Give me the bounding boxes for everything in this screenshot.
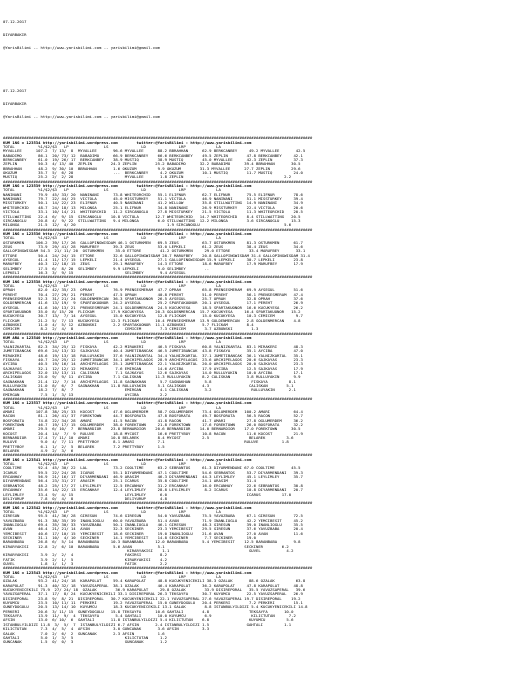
table-row: SAJKAYAS 32.1 12/ 12/ 12 MIRAKERI 7.6 EMIRGAN 14.6 AYCIBA 17.9 AYCIBA 12.5 SAJKAYAS 17.9: [3, 366, 303, 371]
table-row: AYSEGUL 41.6 10/ 13/ 21 PRENSESMERAM 24.1 GOLDENMERCAN 24.5 KUCUKYESA 18.5 SPARTAKUONOR 16.6 KUCUKYESA 26.2: [3, 305, 303, 310]
header-city: DIYARBAKIR: [3, 101, 27, 106]
separator-line: ####################################################################################################################################: [3, 501, 313, 506]
table-row: SEBRANTOS 48.2 25/ 17/ 27 LEYLIMLEY 12.5 ERCANHAY 31.2 ERCANHAY 16.0 ERCANHAY 22.6 SEBRANTOS 30.8: [3, 483, 303, 488]
table-row: DIYARMENDANI 56.4 23/ 31/ 27 ARASIM 25.1 ICARUS 35.8 COOLTIME 24.1 ARASIM 31.4: [3, 479, 256, 484]
race-table: [3, 501, 526, 566]
table-row: KOCOST 20.4 14/ 7/ 9 RULUVE 18.8 MYCOST 16.6 PRETTYBOY 10.8 RACON 11.6 KOCOST 21.9: [3, 431, 303, 436]
table-row: AYCIBA 40.5 19/ 16/ 14 ARCHIPELAGOS 25.1 JUMETIBANCAK 22.1 YALNIZKARTAL 20.0 ARCHIPELAGOS 20.0 SAJKAYAS 23.3: [3, 362, 303, 367]
document-header-repeat: [3, 80, 526, 128]
table-row: SPARTAKUONOR 35.0 8/ 15/ 20 FLICKAM 17.9 KUCUKYESA 20.3 GOLDENMERCAN 15.7 KUCUKYESA 16.4 SPARTAKUONOR 15.2: [3, 310, 301, 315]
table-row: DELIYURUP 7.8 0/ 4/ 8 DELIYURUP 4.8: [3, 496, 167, 501]
column-headers: TOTAL %1/$2/$3 LP LS LD LRP LA: [3, 284, 221, 288]
race-title: KUM 1NG = 123542 http://yarisbilimi.wordpress.com twitter:@YarisBilimi : http://www.yarisbilimi.com: [3, 505, 252, 510]
table-row: FLICKAM 21.2 5/ 7/ 13 KUCUKYESA 12.3 FLICKAM 10.4 PRENSESMERAM 13.9 GOLDENMERCAN 2.8 GOLDENMERCAN 4.8: [3, 318, 301, 323]
table-row: OPRAH 82.0 42/ 35/ 23 OPRAH 76.9 PRENSESMERAM 47.7 OPRAH 65.8 PRENSESMERAM 69.9 AYSEGUL 51.6: [3, 288, 303, 293]
table-row: DISIREPORAL 23.8 9/ 8/ 21 DISIREPORAL 30.7 KUCUKYENICEKILI 22.1 YAVUZSAPERAL 27.6 YAVUZSAPERAL 19.7 DISIREPORAL 19.2: [3, 596, 301, 601]
column-headers: TOTAL %1/$2/$3 LP LS LD LRP LA: [3, 405, 221, 410]
table-row: VICTOLA 33.1 10/ 14/ 21 WHITEORCHID 11.2 SIRCANOGLU 27.8 MISSTURKEY 21.5 VICTOLA 11.3 WHITEORCHID 20.5: [3, 210, 303, 215]
table-row: OZALAK 93.2 41/ 24/ 18 KARAPOLAT 59.4 KARAPOLAT 48.8 KUCUKYENICEKILI 38.3 OZALAK 88.6 OZALAK 63.8: [3, 579, 306, 584]
column-headers: TOTAL %1/$2/$3 LP LS LD LRP LA: [3, 462, 221, 467]
table-row: STILLWATTING 22.4 6/ 9/ 15 SIRCANOGLU 10.8 VICTOLA 12.7 WHITEORCHID 14.7 WHITEORCHID 8.4 STILLWATTING 20.5: [3, 214, 301, 219]
table-row: ARCHIPELAGOS 32.0 15/ 13/ 11 CALISKAN 7.1 SAJKAYAS 12.6 SAJKAYAS 14.0 RULLUYAKIN 10.0 AYCIBA 17.1: [3, 370, 303, 375]
header-contact: @YarisBilimi -- http://www.yarisbilimi.com -- yarisbilimi@gmail.com: [3, 114, 160, 119]
table-row: NANINANI 79.7 22/ 44/ 25 VICTOLA 45.0 MISSTURKEY 51.1 VICTOLA 46.9 NANINANI 51.1 MISSTURKEY 39.4: [3, 197, 303, 202]
table-row: KIRARYAKISI 1.1 GUVEL 4.2: [3, 548, 294, 553]
separator-line: ####################################################################################################################################: [3, 331, 313, 336]
table-row: YAVUZBABA 91.3 38/ 35/ 39 INANLIOGLU 60.0 YAVUZBABA 51.4 AVAN 71.9 INANLIOGLU 42.2 YEMCIBESIT 45.2: [3, 518, 303, 523]
race-title: KUM 1NG = 123539 http://yarisbilimi.wordpress.com twitter:@YarisBilimi : http://www.yarisbilimi.com: [3, 184, 252, 189]
document-header: [3, 12, 526, 60]
table-row: KUYUMCU 23.5 10/ 11/ 11 PERKERI 19.2 YAVUZSAPERAL 15.0 GUNEYDOGULU 20.4 PERKERI 7.2 PERKERI 15.1: [3, 601, 303, 606]
race-table: [3, 332, 526, 397]
table-row: CALISKAN 25.0 9/ 9/ 11 AYCIBA 7.1 CALISKAN 11.3 RULLUYAKIN 8.2 CALISKAN 3.8 RULLUYAKIN 9.9: [3, 375, 301, 380]
table-row: ETTORE 50.4 24/ 24/ 15 ETTORE 32.6 GALLOPINGWISDAM 28.7 MARUFBEY 20.8 GALLOPINGWISDAM 31.4 GALLOPINGWISDAM 31.4: [3, 253, 310, 258]
table-row: SECKINER 31.1 10/ 4/ 10 SECKINER 14.1 YEMCIBESIT 14.8 SECKINER 7.7 SECKINER 19.0: [3, 535, 256, 540]
race-table: [3, 566, 526, 644]
table-row: RULUVE 9.0 4/ 7/ 11 PRETTYBOY 8.1 AMARI 7.1 RULUVE 1.8: [3, 440, 289, 445]
table-row: KILICTUTAN 7.3 4/ 5/ 4 AFSIN 3.0 GUNCANAK 3.6 AFSIN 3.3: [3, 627, 210, 632]
race-title: KUM ARA = 123540 http://yarisbilimi.wordpress.com twitter:@YarisBilimi : http://www.yarisbilimi.com: [3, 336, 252, 341]
header-city: DIYARBAKIR: [3, 33, 27, 38]
race-table: [3, 397, 526, 453]
table-row: BELAREK 4.9 2/ 3/ 6: [3, 449, 74, 454]
table-row: CEMICEM 8.2 2/ 4/ 8 CEMICEM 7.3 CEMICEM 3.7 AZBONSKI 1.3: [3, 327, 259, 332]
table-row: GIRESUN 95.5 41/ 36/ 28 GIRESUN 74.6 GIRESUN 54.0 YAVUZBABA 75.5 YAVUZBABA 67.1 GIRESUN 72.5: [3, 514, 303, 519]
table-row: OKUZUM 35.7 5/ 6/ 28 ... BERKCANBEY 4.2 OKUZUM 10.1 MUSTIQ 11.7 MUSTIQ 24.0: [3, 171, 303, 176]
table-row: KIRARYAKISI 12.8 2/ 6/ 10 BARANBABA 5.6 AVAN 5.1 SECKINER 6.2: [3, 544, 289, 549]
table-row: AMARI 107.8 38/ 25/ 33 KOCOST 47.6 OGLUMERDEM 58.7 OGLUMERDEM 73.4 OGLUMERDEM 100.2 AMARI 64.4: [3, 409, 303, 414]
table-row: SAGNAKHAN 18.2 7/ 8/ 7 EMIRGAN 4.1 CALISKAN 3.2 RULLUYAKIN 2.1: [3, 388, 296, 393]
table-row: PEREHT 70.4 27/ 29/ 21 PEREHT 47.5 OPRAH 40.8 PEREHT 51.0 PEREHT 56.1 PRENSESMERAM 47.4: [3, 292, 303, 297]
column-headers: TOTAL %1/$2/$3 LP LS LD LRP LA: [3, 145, 221, 149]
race-title: KUM 1NG = 123534 http://yarisbilimi.wordpress.com twitter:@YarisBilimi : http://www.yarisbilimi.com: [3, 140, 252, 145]
table-row: GALLOPINGWISDAM 54.3 21/ 11/ 20 OSTURKMEN 35.0 ETTORE 41.2 OSTURKMEN 29.0 ETTORE 33.4 MARUFBEY 33.1: [3, 249, 306, 254]
table-row: WHITEORCHID 48.7 24/ 18/ 13 MILONGA 25.1 ELIFNUR 34.8 NANINANI 26.9 MISSTURKEY 22.4 VICTOLA 20.6: [3, 205, 303, 210]
table-row: AFSIN 13.0 6/ 10/ 6 GAHTALI 11.8 ISTANBULYILDIZI 5.4 KILICTUTAN 6.8 KUYUMCU 5.6: [3, 618, 294, 623]
race-title: KUM 1NG = 123541 http://yarisbilimi.wordpress.com twitter:@YarisBilimi : http://www.yarisbilimi.com: [3, 457, 252, 462]
race-title: KUM 1NG = 123537 http://yarisbilimi.wordpress.com twitter:@YarisBilimi : http://www.yarisbilimi.com: [3, 401, 252, 406]
table-row: PRETTYBOY 6.1 1/ 2/ 5 BELAREK 7.2 PRETTYBOY 1.5: [3, 444, 165, 449]
table-row: KIRARYAKISI 3.9 2/ 2/ 4 FAKIRSI 8.2: [3, 553, 167, 558]
table-row: MILONGA 21.5 12/ 4/ 20 1.9 SIRCANOGLU 5.6: [3, 223, 292, 228]
header-contact: @YarisBilimi -- http://www.yarisbilimi.com -- yarisbilimi@gmail.com: [3, 46, 160, 51]
table-row: TEKSAYFA 13.9 11/ 9/ 4 TEKSAYFA 5.4 GAHTALI 10.0 KUYUMCU 6.9 KILICTUTAN 7.2: [3, 614, 296, 619]
table-row: LEPKELI 16.3 3/ 9/ 15 SELIMBEY 9.4 AYSEGUL: [3, 270, 186, 275]
race-table: [3, 228, 526, 276]
race-table: [3, 453, 526, 501]
header-date: 07.12.2017: [3, 20, 27, 25]
column-headers: TOTAL %1/$2/$3 LP LS LD LRP LA: [3, 188, 221, 193]
table-row: OSTURKMEN 106.2 39/ 17/ 26 GALLOPINGWISDAM 46.1 OSTURKMEN 69.5 ZEUS 63.7 OSTURKMEN 81.3 OSTURKMEN 61.7: [3, 240, 303, 245]
table-row: FISKAYA 40.7 24/ 25/ 12 JUMETIBANCAK 34.1 ARCHIPELAGOS 28.9 ARCHIPELAGOS 23.6 ARCHIPELAGOS 20.6 SAJKAYAS 23.3: [3, 357, 303, 362]
table-row: EMIRGAN 7.5 1/ 3/ 13 AYCIBA 2.2: [3, 392, 167, 397]
table-row: AYSEGUL 41.4 11/ 17/ 15 LEPKELI 21.4 AYSEGUL 27.1 GALLOPINGWISDAM 15.9 LEPKELI 30.7 LEPKELI 23.8: [3, 257, 303, 262]
race-tables: [3, 136, 526, 644]
table-row: MYVALLEE 107.2 7/ 13/ 8 MYVALLEE 96.6 MYVALLEE 88.2 BBRAHHAN 62.9 BERKCANBEY 49.2 MYVALLEE 42.5: [3, 149, 306, 154]
column-headers: TOTAL %1/$2/$3 LP LS LD LRP LA: [3, 340, 221, 345]
table-row: GOLDENMERCAN 41.6 13/ 19/ 9 SPARTAKUONOR 24.2 AYSEGUL 25.2 SPARTAKUONOR 20.1 AYSEGUL 17.1 PEREHT 26.9: [3, 301, 303, 306]
table-row: SAGNAKHAN 21.4 12/ 7/ 14 ARCHIPELAGOS 11.8 SAGNAKHAN 5.7 SAGNAKHAN 5.8 FISKAYA 8.1: [3, 379, 296, 384]
table-row: SIRCANOGLU 20.8 4/ 9/ 22 STILLWATTING 9.4 MILONGA 6.0 STILLWATTING 12.2 MILONGA 3.6 SIRCANOGLU 15.3: [3, 218, 301, 223]
table-row: BERNARDIOR 17.4 7/ 11/ 10 AMARI 10.8 BELAREK 8.4 MYCOST 2.5 BELAREK 3.6: [3, 436, 294, 441]
table-row: ICARUS 59.5 22/ 24/ 28 ICARUS 55.1 DIYARMENDANI 47.1 COOLTIME 54.6 SEBRANTOS 53.7 DIYARMENDANI 39.3: [3, 470, 303, 475]
separator-line: ####################################################################################################################################: [3, 227, 313, 232]
table-row: GUVEL 1.8 1/ 1/ 3 FATIK 2.2: [3, 562, 167, 566]
separator-line: ####################################################################################################################################: [3, 396, 313, 401]
table-row: JUMETIBANCAK 69.6 24/ 13/ 32 SAJKAYAS 40.4 JUMETIBANCAK 46.5 JUMETIBANCAK 43.8 FISKAYA 35.1 AYCIBA 47.0: [3, 349, 303, 354]
table-row: MISSTURKEY 50.1 14/ 22/ 23 ELIFNUR 40.5 NANINANI 41.2 WILLOW 35.8 STILLWATTING 14.9 NANINANI 34.9: [3, 201, 303, 206]
table-row: KUCUKYESA 30.7 13/ 7/ 14 AYSEGUL 15.0 KUCUKYESA 12.8 FLICKAM 15.0 KUCUKYESA 10.3 CEMICEM 9.7: [3, 314, 303, 319]
table-row: AMARI 29.5 6/ 10/ 7 BERNARDIOR 23.8 BERNARDIOR 20.6 BERNARDIOR 14.0 BERNARDIOR 17.0 FOREKTOWN 30.5: [3, 427, 301, 432]
table-row: COOLTIME 92.4 45/ 30/ 22 LAL 73.2 COOLTIME 63.2 SEBRANTOS 61.3 DIYARMENDANI 67.0 COOLTIME 45.5: [3, 466, 301, 471]
table-row: NANINANI 79.9 45/ 33/ 20 NANINANI 73.8 WHITEORCHID 55.1 ELIFNUR 62.7 ELIFNUR 75.5 ELIFNUR 78.6: [3, 192, 303, 197]
column-headers: TOTAL %1/$2/$3 LP LS LD LRP LA: [3, 575, 221, 580]
table-row: FATIK 3.9 2/ 1/ 5 KIRARYAKISI 4.2: [3, 557, 167, 562]
table-row: YAVUZSAPERAL 37.1 17/ 8/ 24 KUCUKYENICEKILI 33.1 DISIREPORAL 26.3 TEKSAYFA 30.7 KUYUMCU 22.5 YAVUZSAPERAL 26.9: [3, 592, 303, 597]
table-row: RULLUYAKIN 21.0 8/ 6/ 7 SAGNAKHAN 11.8 RULLUYAKIN 5.1 CALISKAN 4.3 CALISKAN 5.1: [3, 383, 294, 388]
table-row: KUCUKYENICEKILI 75.9 27/ 24/ 18 OZALAK 36.9 KARAPOLAT 29.8 OZALAK 33.9 DISIREPORAL 35.5 YAVUZSAPERAL 39.6: [3, 588, 306, 593]
table-row: BOSFORATA 74.8 22/ 34/ 28 AMARI 41.5 RACON 41.8 RACON 41.7 AMARI 27.8 OGLUMERDEM 36.2: [3, 418, 303, 423]
table-row: ZEUS 73.9 29/ 41/ 28 MARUFBEY 39.3 ZEUS 53.0 LEPKELI 61.2 ZEUS 38.4 ZEUS 34.6: [3, 244, 303, 249]
column-headers: TOTAL %1/$2/$3 LP LS LD LRP LA: [3, 236, 221, 241]
race-table: [3, 180, 526, 228]
table-row: INANLIOGLU 69.4 35/ 30/ 33 YAVUZBABA 50.1 INANLIOGLU 46.1 GIRESUN 48.3 GIRESUN 39.0 INANLIOGLU 35.5: [3, 522, 303, 527]
table-row: AZBONSKI 11.0 4/ 5/ 12 AZBONSKI 2.2 SPARTAKUONOR 11.1 AZBONSKI 5.7 FLICKAM 8.4: [3, 323, 254, 328]
table-row: KARAPOLAT 91.3 40/ 32/ 18 YAVUZSAPERAL 38.1 OZALAK 46.4 KARAPOLAT 36.2 KARAPOLAT 47.8 KARAPOLAT 48.8: [3, 583, 303, 588]
table-row: BERKCANBEY 61.0 19/ 26/ 17 BERKCANBEY 38.9 MUSTIQ 38.9 MUSTIQ 45.0 MYVALLEE 42.3 ZEPLIN 37.3: [3, 158, 303, 163]
table-row: YALNIZKARTAL 82.3 34/ 25/ 12 FISKAYA 42.2 MIRAKERI 46.5 FISKAYA 60.8 YALNIZKARTAL 83.1 MIRAKERI 48.3: [3, 344, 303, 349]
table-row: ERCANHAY 35.6 14/ 22/ 13 ERCANHAY 12.4 LEYLIMLEY 28.8 LEYLIMLEY 8.2 ICARUS 10.8 DIYARMENDANI 20.7: [3, 488, 303, 493]
table-row: MIRAKERI 48.6 19/ 13/ 18 RULLUYAKIN 37.6 YALNIZKARTAL 34.4 YALNIZKARTAL 37.1 JUMETIBANCAK 36.1 YALNIZKARTAL 35.1: [3, 353, 303, 358]
header-date: 07.12.2017: [3, 88, 27, 93]
race-table: [3, 275, 526, 331]
table-row: MARUFBEY 40.3 12/ 18/ 15 ZEUS 29.1 MARUFBEY 14.3 ETTORE 18.6 MARUFBEY 17.9 MARUFBEY 17.9: [3, 262, 303, 267]
table-row: RACON 81.1 26/ 41/ 37 FOREKTOWN 44.7 BOSFORATA 47.8 BOSFORATA 49.7 BOSFORATA 56.5 RACON 52.7: [3, 414, 303, 419]
separator-line: ####################################################################################################################################: [3, 453, 313, 458]
table-row: GUNEYDOGULU 20.5 13/ 14/ 10 KUYUMCU 18.3 KUCUKYENICEKILI 13.1 GALAK 8.8 ISTANBULYILDIZI 5.4 KUCUKYENICEKILI 14.8: [3, 605, 308, 610]
column-headers: TOTAL %1/$2/$3 LP LS LD LRP LA: [3, 509, 221, 514]
race-title: KUM 1NG = 123538 http://yarisbilimi.wordpress.com twitter:@YarisBilimi : http://www.yarisbilimi.com: [3, 279, 252, 284]
table-row: BABADIMO 86.1 20/ 73/ 12 BABADIMO 66.9 BERKCANBEY 66.6 BERKCANBEY 49.5 ZEPLIN 47.8 BERKCANBEY 42.1: [3, 153, 303, 158]
table-row: ZEPLIN 50.3 4/ 13/ 40 ZEPLIN 24.3 ZEPLIN 25.2 BABADIMO 32.2 BABADIMO 39.4 BBRAHHAN 30.5: [3, 162, 301, 167]
table-row: LEYLIMLEY 33.4 9/ 4/ 15 LEYLIMLEY 6.0 ICARUS 17.0: [3, 492, 292, 497]
race-table: [3, 136, 526, 179]
table-row: SELIMBEY 17.5 6/ 8/ 20 SELIMBEY 9.9 LEPKELI 9.0 SELIMBEY ..: [3, 266, 210, 271]
table-row: BBRAHHAN 48.2 9/ 30/ 10 BBRAHHAN 1.6 OKUZUM 9.9 OKUZUM 31.3 MYVALLEE 27.7 ZEPLIN 29.6: [3, 166, 301, 171]
race-title: KUM 1NG = 123543 http://yarisbilimi.wordpress.com twitter:@YarisBilimi : http://www.yarisbilimi.com: [3, 570, 252, 575]
table-row: FOREKTOWN 46.7 19/ 17/ 15 OGLUMERDEM 38.0 FOREKTOWN 21.8 FOREKTOWN 17.6 FOREKTOWN 26.0 BOSFORATA 32.2: [3, 423, 303, 427]
separator-line: ####################################################################################################################################: [3, 566, 313, 571]
table-row: GALAK 7.0 2/ 6/ 2 GUNCANAK 2.3 AFSIN 1.6: [3, 631, 165, 636]
table-row: PERKERI 20.6 3/ 11/ 15 GUNEYDOGULU 15.8 TEKSAYFA 10.6 GAHTALI 4.8 TEKSAYFA 10.0: [3, 609, 294, 614]
separator-line: ####################################################################################################################################: [3, 136, 313, 141]
separator-line: ####################################################################################################################################: [3, 275, 313, 280]
table-row: ERCANHAY 56.9 21/ 16/ 17 DIYARMENDANI 46.9 ARASIM 46.3 DIYARMENDANI 44.3 LEYLIMLEY 45.1 LEYLIMLEY 35.7: [3, 475, 303, 480]
table-row: GUNCANAK 1.5 0/ 0/ 3 GUNCANAK 1.2: [3, 640, 167, 645]
separator-line: ####################################################################################################################################: [3, 179, 313, 184]
table-row: ISTANBULYILDIZI 11.8 3/ 5/ 7 ISTANBULYILDIZI 6.7 AFSIN 2.4 ISTANBULYILDIZI 1.5 GAHTALI 1.1: [3, 622, 292, 627]
table-row: MUSTIQ 25.2 2/ 2/ 28 MYVALLEE 1.8 ZEPLIN .. 2.2: [3, 175, 292, 180]
race-title: KUM 1NG = 123536 http://yarisbilimi.wordpress.com twitter:@YarisBilimi : http://www.yarisbilimi.com: [3, 231, 252, 236]
table-row: YEMCIBESIT 40.6 17/ 10/ 15 YEMCIBESIT 18.6 SECKINER 19.0 INANLIOGLU 21.6 AVAN 27.0 AVAN 11.6: [3, 531, 303, 536]
table-row: BARANBABA 26.8 6/ 5/ 14 BARANBABA 10.3 BARANBABA 12.0 BARANBABA 5.4 YEMCIBESIT 12.5 BARANBABA 9.8: [3, 540, 301, 545]
table-row: PRENSESMERAM 52.3 31/ 21/ 24 GOLDENMERCAN 36.3 SPARTAKUONOR 26.5 AYSEGUL 25.7 OPRAH 32.8 OPRAH 37.6: [3, 297, 303, 302]
table-row: AVAN 46.4 21/ 21/ 14 AVAN 32.3 SECKINER 23.3 YEMCIBESIT 29.5 GIRESUN 37.6 YAVUZBABA 20.4: [3, 527, 303, 532]
table-row: GAHTALI 5.0 1/ 3/ 5 KILICTUTAN 1.2: [3, 635, 167, 640]
